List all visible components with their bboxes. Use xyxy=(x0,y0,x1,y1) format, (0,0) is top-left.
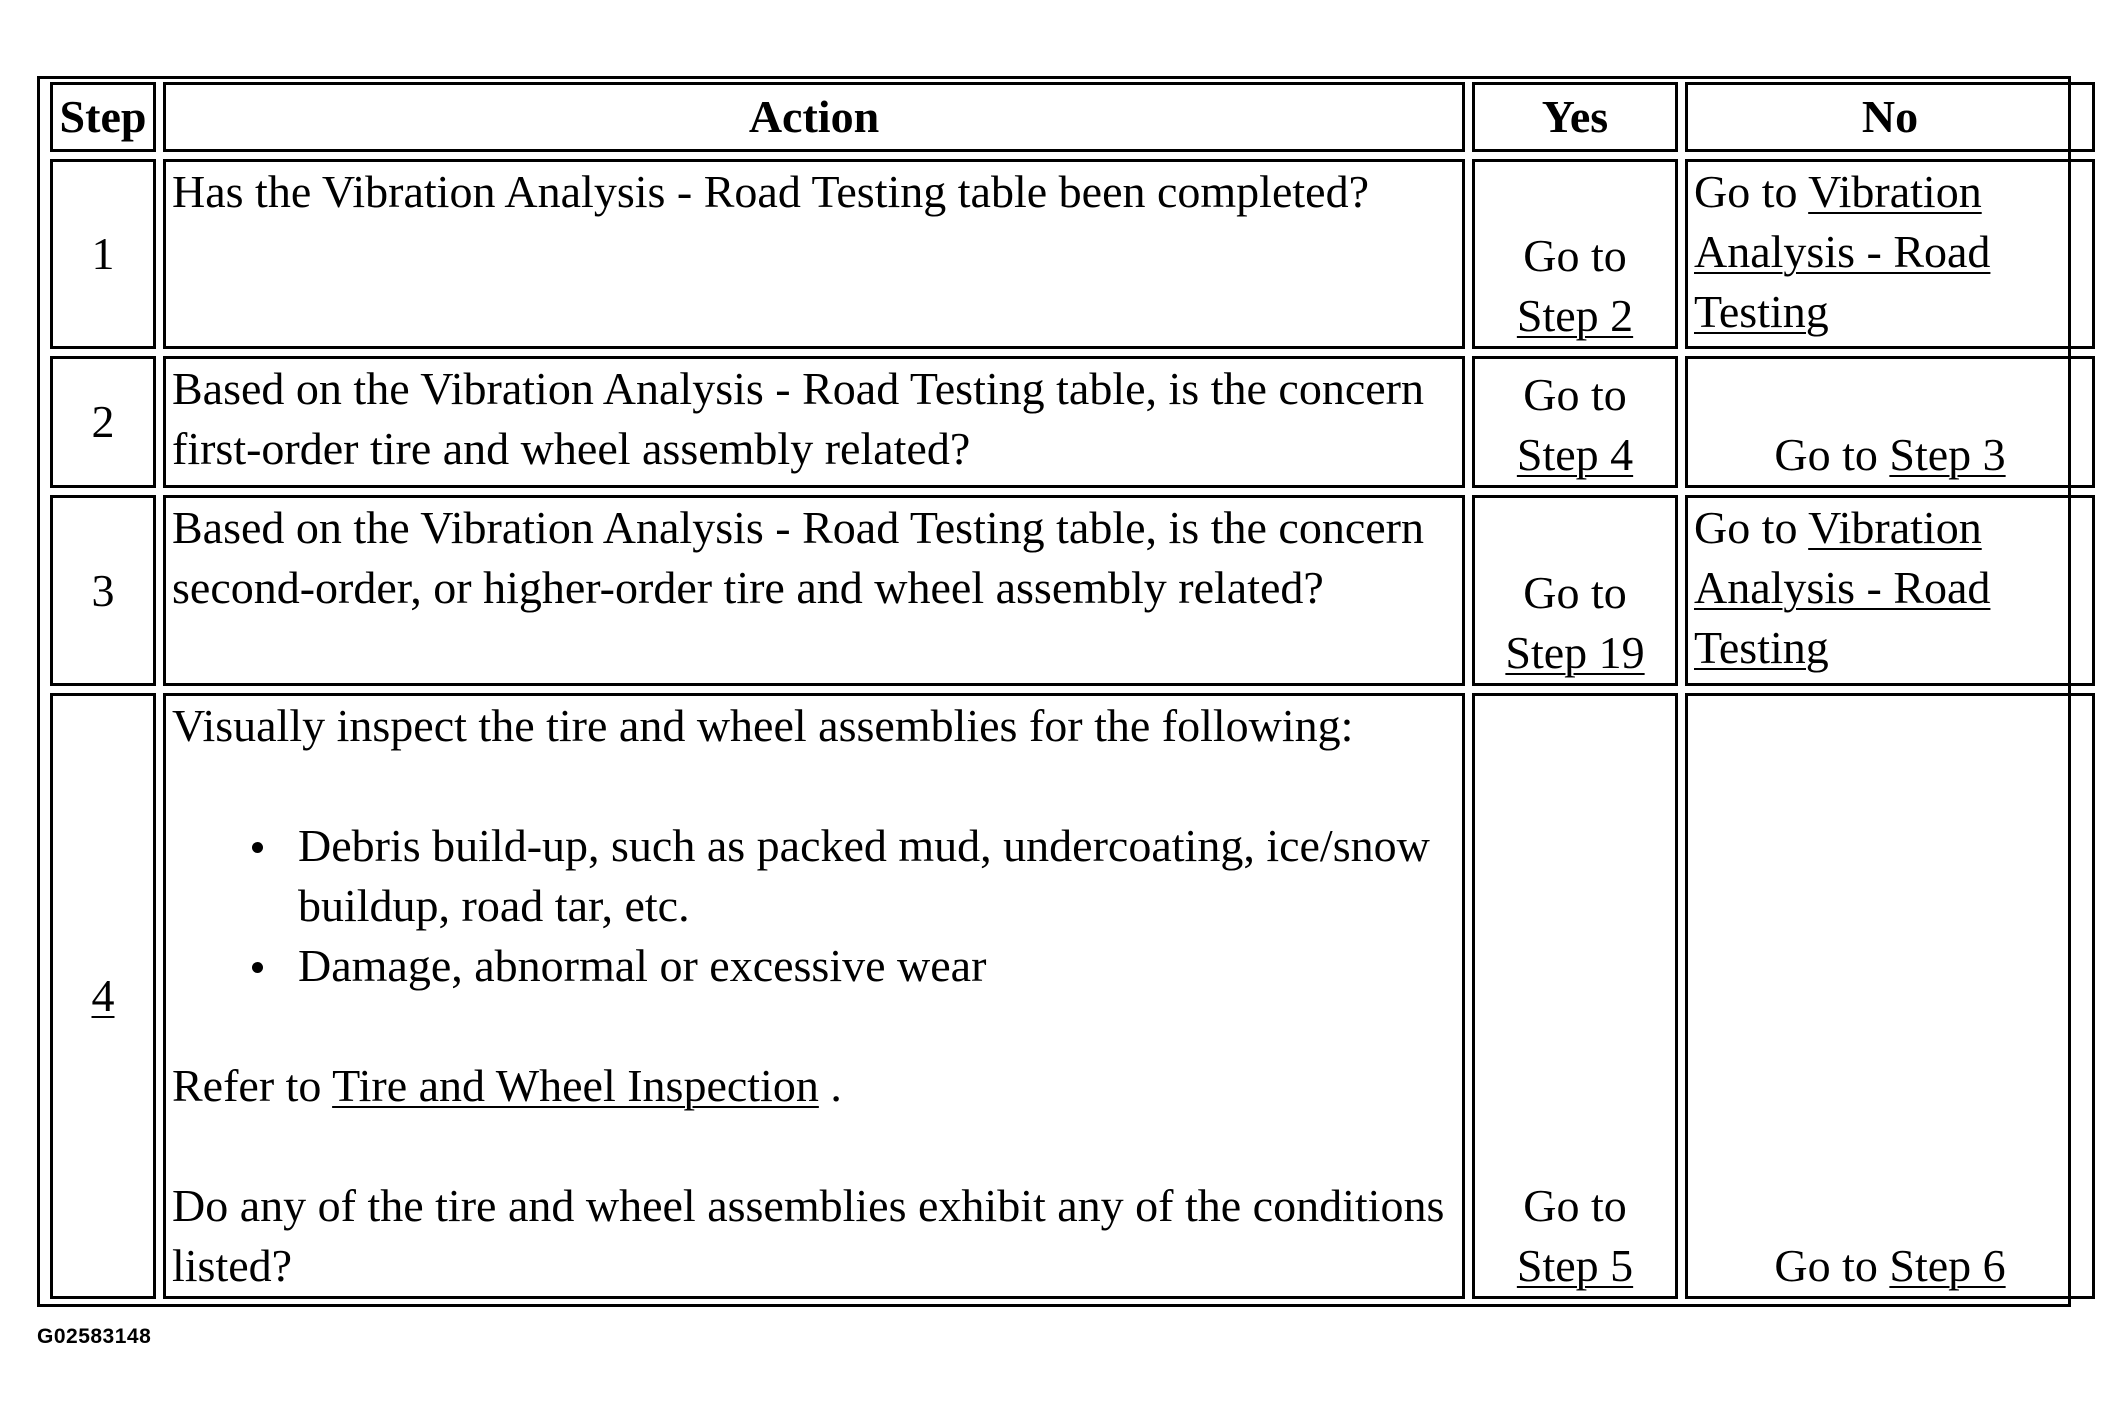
no-prefix: Go to xyxy=(1694,502,1798,553)
header-action: Action xyxy=(163,82,1465,152)
yes-link[interactable]: Step 2 xyxy=(1516,290,1634,341)
no-link[interactable]: Step 3 xyxy=(1889,429,2006,480)
no-prefix: Go to xyxy=(1774,1240,1878,1291)
action-text xyxy=(163,693,1465,1299)
step-number: 3 xyxy=(50,495,156,686)
header-row xyxy=(50,82,2095,152)
yes-cell xyxy=(1472,356,1678,488)
refer-suffix: . xyxy=(830,1060,842,1111)
action-text: Has the Vibration Analysis - Road Testing table been completed? xyxy=(163,159,1465,349)
header-no: No xyxy=(1685,82,2095,152)
action-question: Do any of the tire and wheel assemblies exhibit any of the conditions listed? xyxy=(172,1180,1445,1291)
no-cell xyxy=(1685,159,2095,349)
yes-cell xyxy=(1472,495,1678,686)
yes-cell xyxy=(1472,159,1678,349)
yes-link[interactable]: Step 4 xyxy=(1516,429,1634,480)
table-row xyxy=(50,159,2095,349)
yes-link[interactable]: Step 5 xyxy=(1516,1240,1634,1291)
no-prefix: Go to xyxy=(1694,166,1798,217)
no-cell xyxy=(1685,693,2095,1299)
no-prefix: Go to xyxy=(1774,429,1878,480)
diagnostic-table xyxy=(43,75,2102,1306)
table-row xyxy=(50,495,2095,686)
yes-prefix: Go to xyxy=(1523,567,1627,618)
step-number-cell xyxy=(50,693,156,1299)
list-item: Debris build-up, such as packed mud, undercoating, ice/snow buildup, road tar, etc. xyxy=(298,816,1456,936)
figure-id: G02583148 xyxy=(37,1325,152,1348)
yes-link[interactable]: Step 19 xyxy=(1505,627,1645,678)
refer-link[interactable]: Tire and Wheel Inspection xyxy=(332,1060,819,1111)
action-text: Based on the Vibration Analysis - Road Testing table, is the concern second-order, or higher-order tire and wheel assembly related? xyxy=(163,495,1465,686)
step-number: 2 xyxy=(50,356,156,488)
list-item: Damage, abnormal or excessive wear xyxy=(298,936,1456,996)
condition-list xyxy=(172,816,1456,996)
yes-prefix: Go to xyxy=(1523,369,1627,420)
refer-prefix: Refer to xyxy=(172,1060,322,1111)
no-link[interactable]: Vibration Analysis - Road Testing xyxy=(1694,166,1991,337)
no-link[interactable]: Vibration Analysis - Road Testing xyxy=(1694,502,1991,673)
diagnostic-table-frame xyxy=(37,76,2071,1307)
yes-cell xyxy=(1472,693,1678,1299)
action-text: Based on the Vibration Analysis - Road Testing table, is the concern first-order tire and wheel assembly related? xyxy=(163,356,1465,488)
yes-prefix: Go to xyxy=(1523,230,1627,281)
table-row xyxy=(50,693,2095,1299)
no-cell xyxy=(1685,356,2095,488)
no-link[interactable]: Step 6 xyxy=(1889,1240,2006,1291)
no-cell xyxy=(1685,495,2095,686)
yes-prefix: Go to xyxy=(1523,1180,1627,1231)
header-yes: Yes xyxy=(1472,82,1678,152)
action-intro: Visually inspect the tire and wheel assemblies for the following: xyxy=(172,700,1354,751)
step-number: 1 xyxy=(50,159,156,349)
table-row xyxy=(50,356,2095,488)
refer-line xyxy=(172,1056,1456,1116)
step-number-link[interactable]: 4 xyxy=(91,970,115,1021)
header-step: Step xyxy=(50,82,156,152)
